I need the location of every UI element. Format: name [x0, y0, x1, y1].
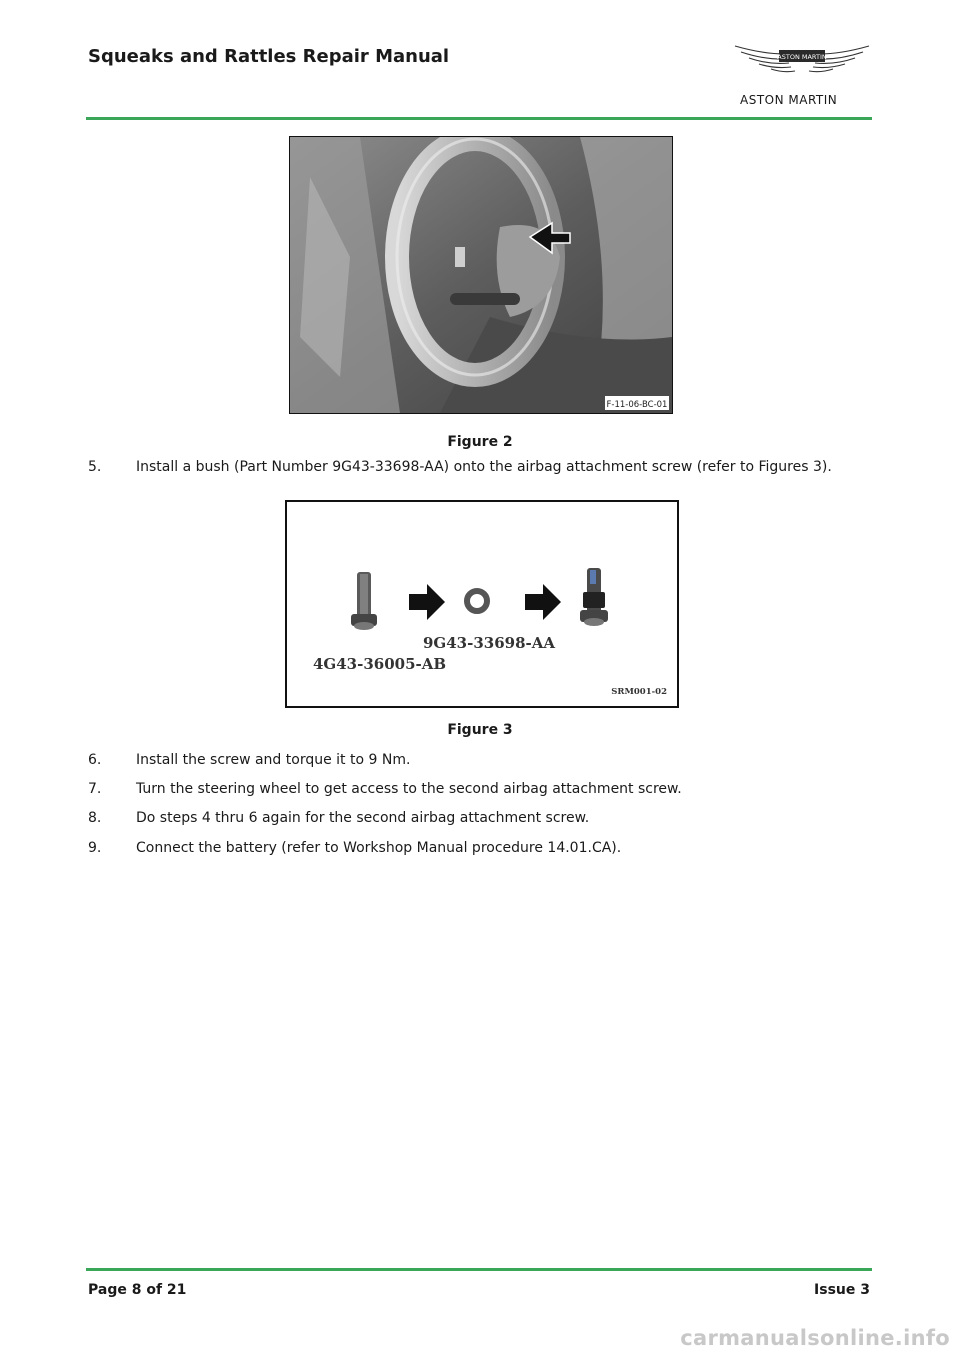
step-text: Install the screw and torque it to 9 Nm.	[136, 752, 411, 768]
step-text: Turn the steering wheel to get access to the second airbag attachment screw.	[136, 781, 682, 797]
figure-3-code: SRM001-02	[611, 687, 667, 697]
figure-2-caption: Figure 2	[447, 434, 513, 450]
bush-part-label: 9G43-33698-AA	[423, 634, 556, 652]
step-text: Connect the battery (refer to Workshop Manual procedure 14.01.CA).	[136, 840, 622, 856]
figure-2-steering-wheel-image	[289, 136, 673, 414]
step-text: Install a bush (Part Number 9G43-33698-AA) onto the airbag attachment screw (refer to Figures 3).	[136, 459, 832, 475]
step-number: 9.	[88, 840, 102, 856]
watermark: carmanualsonline.info	[680, 1326, 950, 1350]
issue-number: Issue 3	[814, 1282, 870, 1298]
step-text: Do steps 4 thru 6 again for the second airbag attachment screw.	[136, 810, 590, 826]
right-arrow-icon	[409, 584, 445, 620]
screw-part-label: 4G43-36005-AB	[313, 655, 447, 673]
right-arrow-icon	[525, 584, 561, 620]
figure-2-code: F-11-06-BC-01	[606, 400, 668, 410]
figure-3-caption: Figure 3	[447, 722, 513, 738]
step-number: 6.	[88, 752, 102, 768]
screw-with-bush-icon	[580, 568, 608, 626]
aston-martin-wings-logo	[733, 40, 871, 80]
step-number: 8.	[88, 810, 102, 826]
figure-3-parts-image	[285, 500, 679, 708]
page-number: Page 8 of 21	[88, 1282, 187, 1298]
step-number: 7.	[88, 781, 102, 797]
step-number: 5.	[88, 459, 102, 475]
brand-name: ASTON MARTIN	[740, 93, 838, 107]
document-title: Squeaks and Rattles Repair Manual	[88, 46, 450, 67]
screw-icon	[351, 572, 377, 630]
logo-badge-text: ASTON MARTIN	[777, 53, 827, 61]
header-divider	[86, 117, 872, 120]
bush-ring-icon	[467, 591, 487, 611]
footer-divider	[86, 1268, 872, 1271]
